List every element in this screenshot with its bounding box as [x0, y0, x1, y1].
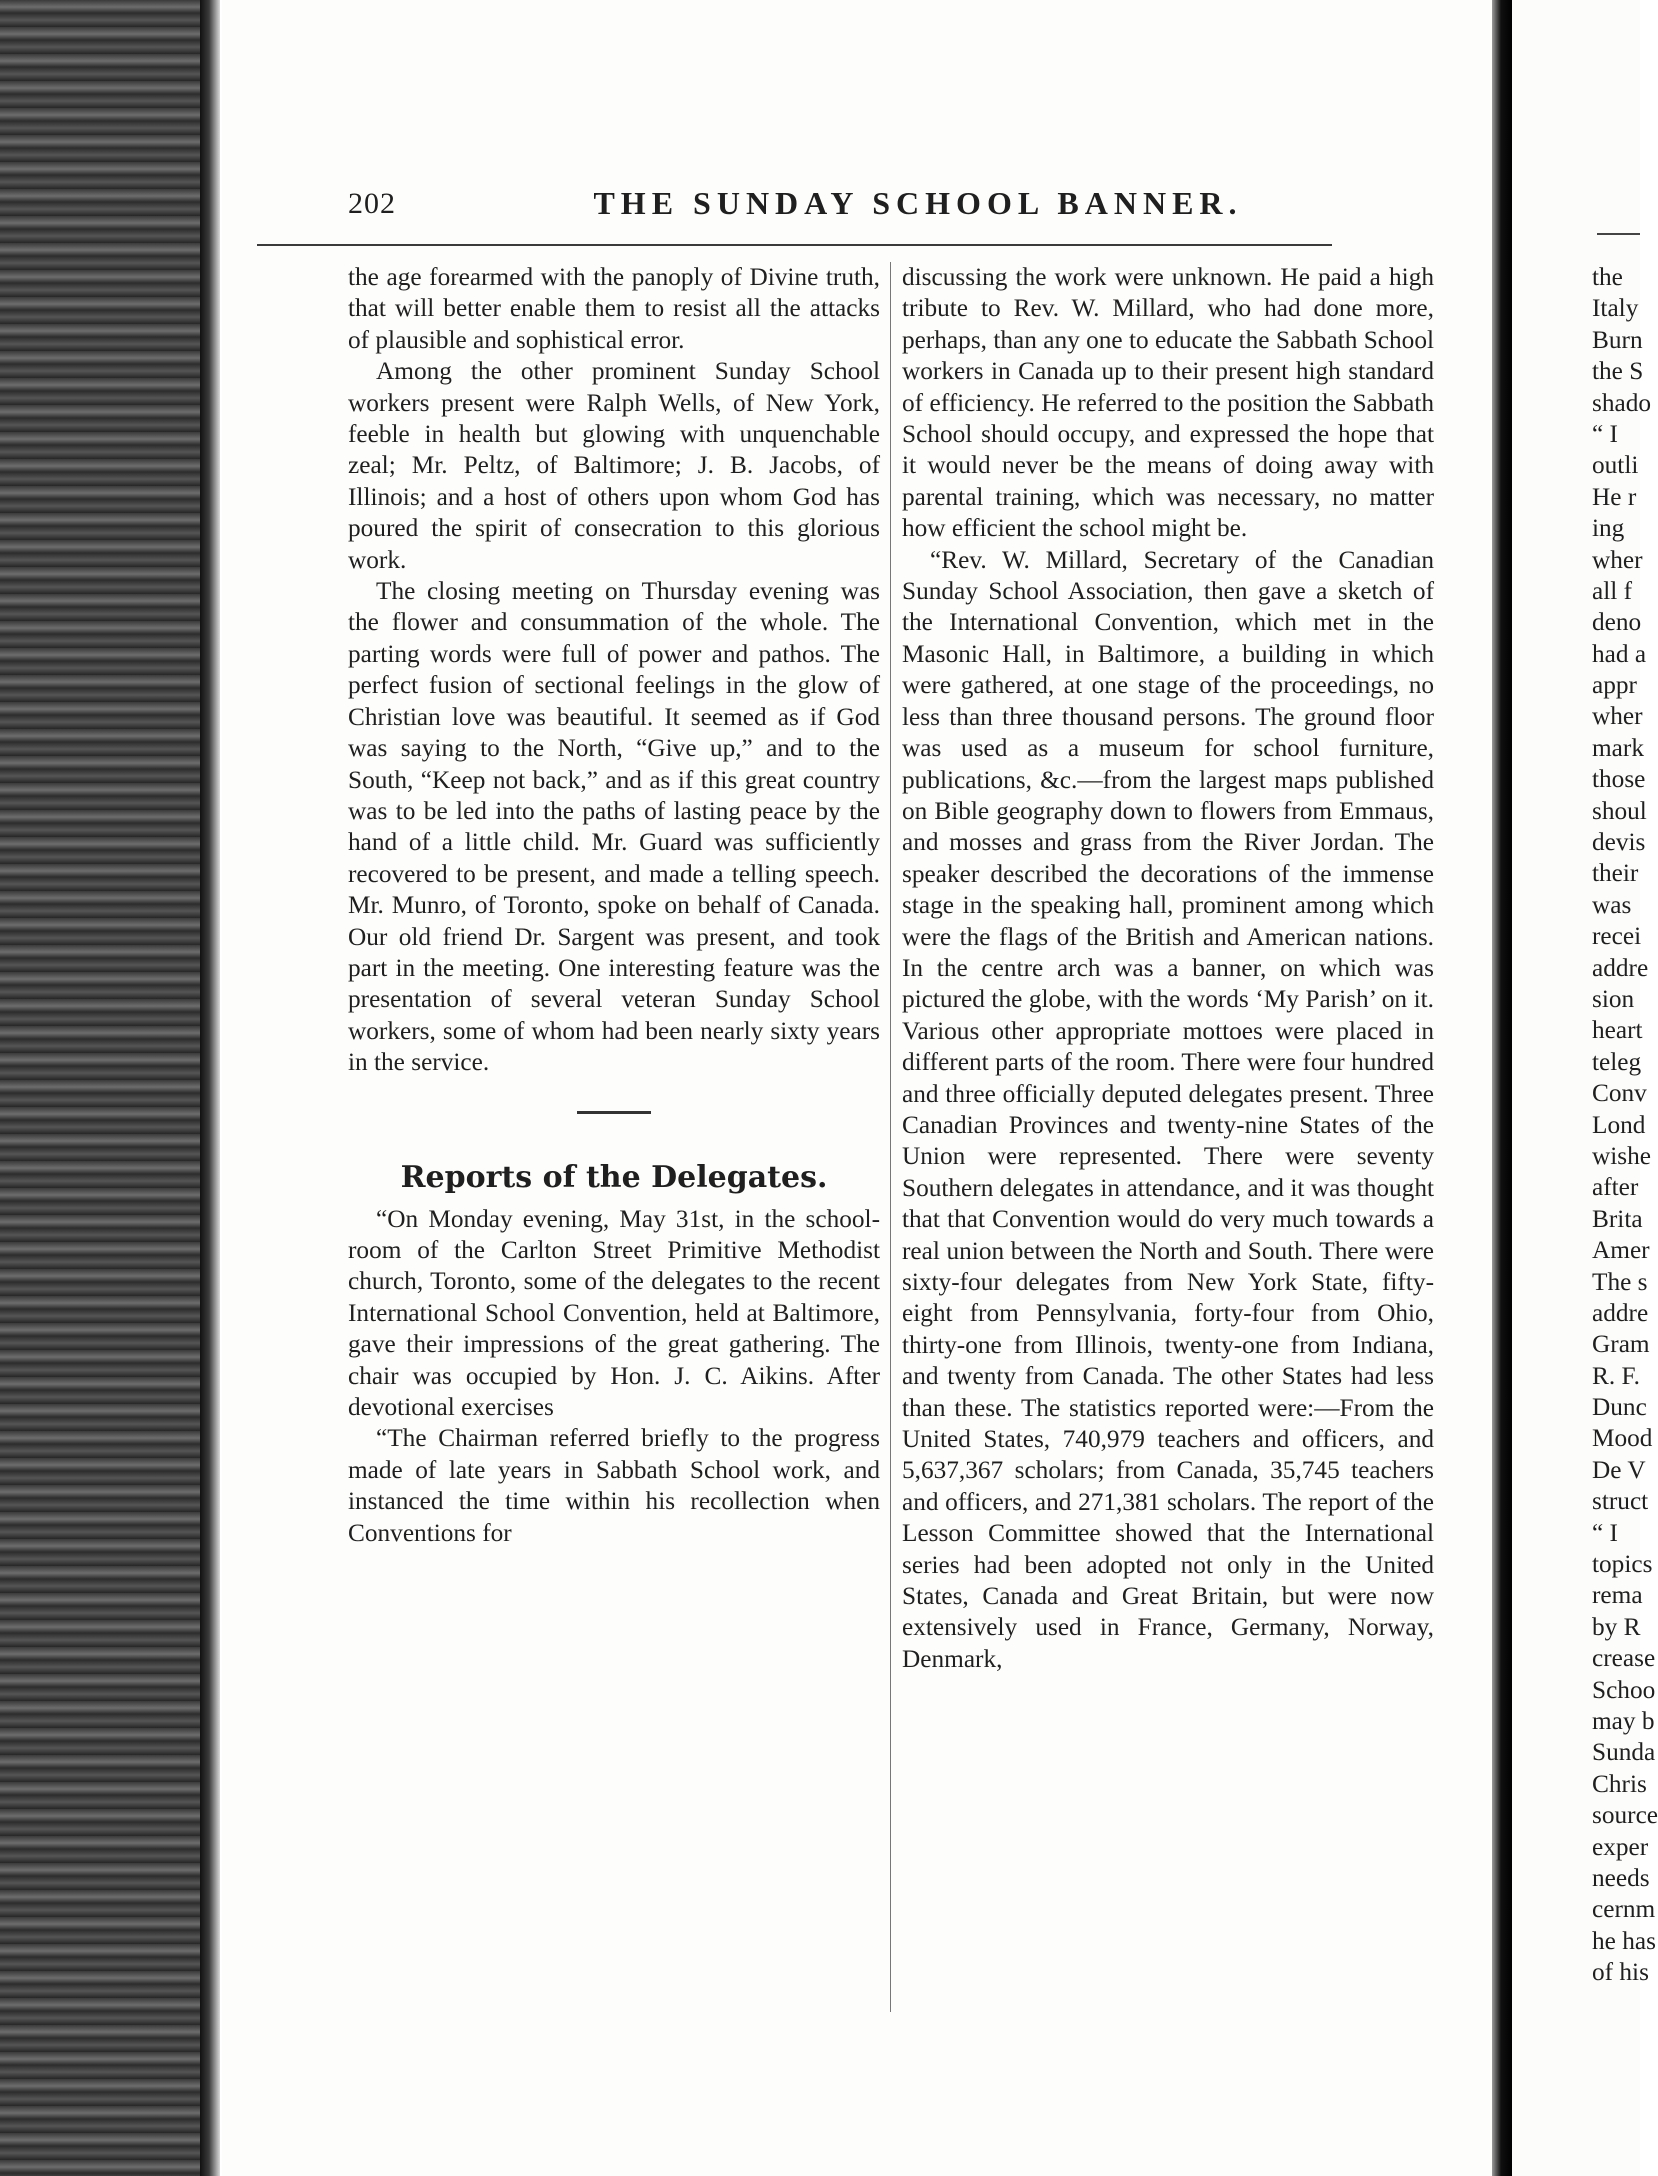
facing-page-line-fragment: topics — [1592, 1550, 1653, 1579]
section-heading: Reports of the Delegates. — [400, 1159, 828, 1195]
facing-page-line-fragment: Burn — [1592, 325, 1643, 354]
facing-page-line-fragment: Italy — [1592, 294, 1639, 323]
facing-page-text — [1592, 262, 1658, 1988]
facing-page-line-fragment: Chris — [1592, 1769, 1647, 1798]
facing-page-line-fragment: struct — [1592, 1487, 1649, 1516]
book-spine — [0, 0, 200, 2176]
facing-page-line-fragment: appr — [1592, 671, 1637, 700]
facing-page-line-fragment: he has — [1592, 1926, 1656, 1955]
facing-page-line-fragment: De V — [1592, 1455, 1646, 1484]
right-column — [902, 262, 1434, 2052]
paragraph: Among the other prominent Sunday School workers present were Ralph Wells, of New York, feeble in health but glowing with unquenchable zeal; Mr. Peltz, of Baltimore; J. B. Jacobs, of Illinois; and a host of others upon whom God has poured the spirit of consecration to this glorious work. — [348, 357, 880, 574]
column-divider — [890, 262, 891, 2012]
paragraph: “The Chairman referred briefly to the progress made of late years in Sabbath School work, and instanced the time within his recollection when Conventions for — [348, 1424, 880, 1547]
facing-page-line-fragment: all f — [1592, 576, 1633, 605]
facing-page-line-fragment: outli — [1592, 451, 1639, 480]
section-divider — [577, 1111, 651, 1114]
facing-page-line-fragment: Schoo — [1592, 1675, 1656, 1704]
facing-page-line-fragment: crease — [1592, 1644, 1656, 1673]
facing-page-line-fragment: may b — [1592, 1706, 1655, 1735]
facing-page-line-fragment: Lond — [1592, 1110, 1646, 1139]
facing-page-line-fragment: The s — [1592, 1267, 1648, 1296]
facing-page-line-fragment: Conv — [1592, 1079, 1647, 1108]
facing-page-line-fragment: shoul — [1592, 796, 1647, 825]
paragraph: “Rev. W. Millard, Secretary of the Canadian Sunday School Association, then gave a sketch of the International Convention, which met in the Masonic Hall, in Baltimore, a building in which were gathered, at one stage of the proceedings, no less than three thousand persons. The ground floor was used as a museum for school furniture, publications, &c.—from the largest maps published on Bible geography down to flowers from Emmaus, and mosses and grass from the River Jordan. The speaker described the decorations of the immense stage in the speaking hall, prominent among which were the flags of the British and American nations. In the centre arch was a banner, on which was pictured the globe, with the words ‘My Parish’ on it. Various other appropriate mottoes were placed in different parts of the room. There were four hundred and three officially deputed delegates present. Three Canadian Provinces and twenty-nine States of the Union were represented. There were seventy Southern delegates in attendance, and it was thought that that Convention would do very much towards a real union between the North and South. There were sixty-four delegates from New York State, fifty-eight from Pennsylvania, forty-four from Ohio, thirty-one from Illinois, twenty-one from Indiana, and twenty from Canada. The other States had less than these. The statistics reported were:—From the United States, 740,979 teachers and officers, and 5,637,367 scholars; from Canada, 35,745 teachers and officers, and 271,381 scholars. The report of the Lesson Committee showed that the International series had been adopted not only in the United States, Canada and Great Britain, but were now extensively used in France, Germany, Norway, Denmark, — [902, 545, 1434, 1673]
facing-page-line-fragment: those — [1592, 765, 1646, 794]
facing-page-line-fragment: mark — [1592, 733, 1644, 762]
facing-page-line-fragment: rema — [1592, 1581, 1643, 1610]
page-edge-shadow — [200, 0, 220, 2176]
page-number: 202 — [348, 187, 396, 220]
facing-page-line-fragment: by R — [1592, 1612, 1641, 1641]
book-gutter — [1492, 0, 1512, 2176]
facing-page-line-fragment: wher — [1592, 545, 1643, 574]
facing-page-line-fragment: was — [1592, 890, 1632, 919]
facing-page-line-fragment: recei — [1592, 922, 1642, 951]
facing-page-line-fragment: their — [1592, 859, 1639, 888]
facing-page-line-fragment: Amer — [1592, 1236, 1650, 1265]
paragraph: “On Monday evening, May 31st, in the school-room of the Carlton Street Primitive Methodist church, Toronto, some of the delegates to the recent International School Convention, held at Baltimore, gave their impressions of the great gathering. The chair was occupied by Hon. J. C. Aikins. After devotional exercises — [348, 1204, 880, 1421]
facing-page-line-fragment: devis — [1592, 828, 1646, 857]
facing-page-line-fragment: ing — [1592, 514, 1625, 543]
facing-page-line-fragment: Sunda — [1592, 1738, 1656, 1767]
facing-page-line-fragment: the S — [1592, 357, 1644, 386]
left-column — [348, 262, 880, 2052]
facing-page-line-fragment: had a — [1592, 639, 1647, 668]
facing-page-line-fragment: exper — [1592, 1832, 1649, 1861]
facing-page-edge — [1512, 0, 1658, 2176]
facing-page-line-fragment: cernm — [1592, 1895, 1656, 1924]
facing-page-line-fragment: sion — [1592, 984, 1635, 1013]
paragraph: the age forearmed with the panoply of Divine truth, that will better enable them to resist all the attacks of plausible and sophistical error. — [348, 263, 880, 354]
facing-page-line-fragment: Mood — [1592, 1424, 1653, 1453]
facing-page-line-fragment: heart — [1592, 1016, 1643, 1045]
facing-page-line-fragment: deno — [1592, 608, 1642, 637]
facing-page-line-fragment: R. F. — [1592, 1361, 1640, 1390]
facing-page-line-fragment: “ I — [1592, 1518, 1618, 1547]
facing-page-line-fragment: Gram — [1592, 1330, 1650, 1359]
facing-page-line-fragment: Dunc — [1592, 1393, 1647, 1422]
facing-page-line-fragment: needs — [1592, 1863, 1650, 1892]
facing-page-line-fragment: addre — [1592, 953, 1649, 982]
paragraph: The closing meeting on Thursday evening was the flower and consummation of the whole. The parting words were full of power and pathos. The perfect fusion of sectional feelings in the glow of Christian love was beautiful. It seemed as if God was saying to the North, “Give up,” and to the South, “Keep not back,” and as if this great country was to be led into the paths of lasting peace by the hand of a little child. Mr. Guard was sufficiently recovered to be present, and made a telling speech. Mr. Munro, of Toronto, spoke on behalf of Canada. Our old friend Dr. Sargent was present, and took part in the meeting. One interesting feature was the presentation of several veteran Sunday School workers, some of whom had been nearly sixty years in the service. — [348, 577, 880, 1077]
publication-title: THE SUNDAY SCHOOL BANNER. — [593, 185, 1243, 221]
paragraph: discussing the work were unknown. He paid a high tribute to Rev. W. Millard, who had done more, perhaps, than any one to educate the Sabbath School workers in Canada up to their present high standard of efficiency. He referred to the position the Sabbath School should occupy, and expressed the hope that it would never be the means of doing away with parental training, which was necessary, no matter how efficient the school might be. — [902, 263, 1434, 543]
facing-page-line-fragment: addre — [1592, 1298, 1649, 1327]
header-rule — [257, 244, 1332, 246]
facing-page-line-fragment: wher — [1592, 702, 1643, 731]
facing-page-line-fragment: source — [1592, 1801, 1658, 1830]
facing-page-line-fragment: “ I — [1592, 419, 1618, 448]
facing-page-line-fragment: Brita — [1592, 1204, 1643, 1233]
facing-page-line-fragment: He r — [1592, 482, 1637, 511]
facing-page-line-fragment: shado — [1592, 388, 1652, 417]
facing-page-line-fragment: teleg — [1592, 1047, 1642, 1076]
facing-page-line-fragment: after — [1592, 1173, 1639, 1202]
facing-page-line-fragment: of his — [1592, 1958, 1649, 1987]
facing-page-line-fragment: the — [1592, 263, 1623, 291]
running-head — [348, 177, 1434, 237]
facing-header-rule — [1597, 233, 1640, 235]
book-page — [222, 0, 1492, 2176]
facing-page-line-fragment: wishe — [1592, 1141, 1652, 1170]
